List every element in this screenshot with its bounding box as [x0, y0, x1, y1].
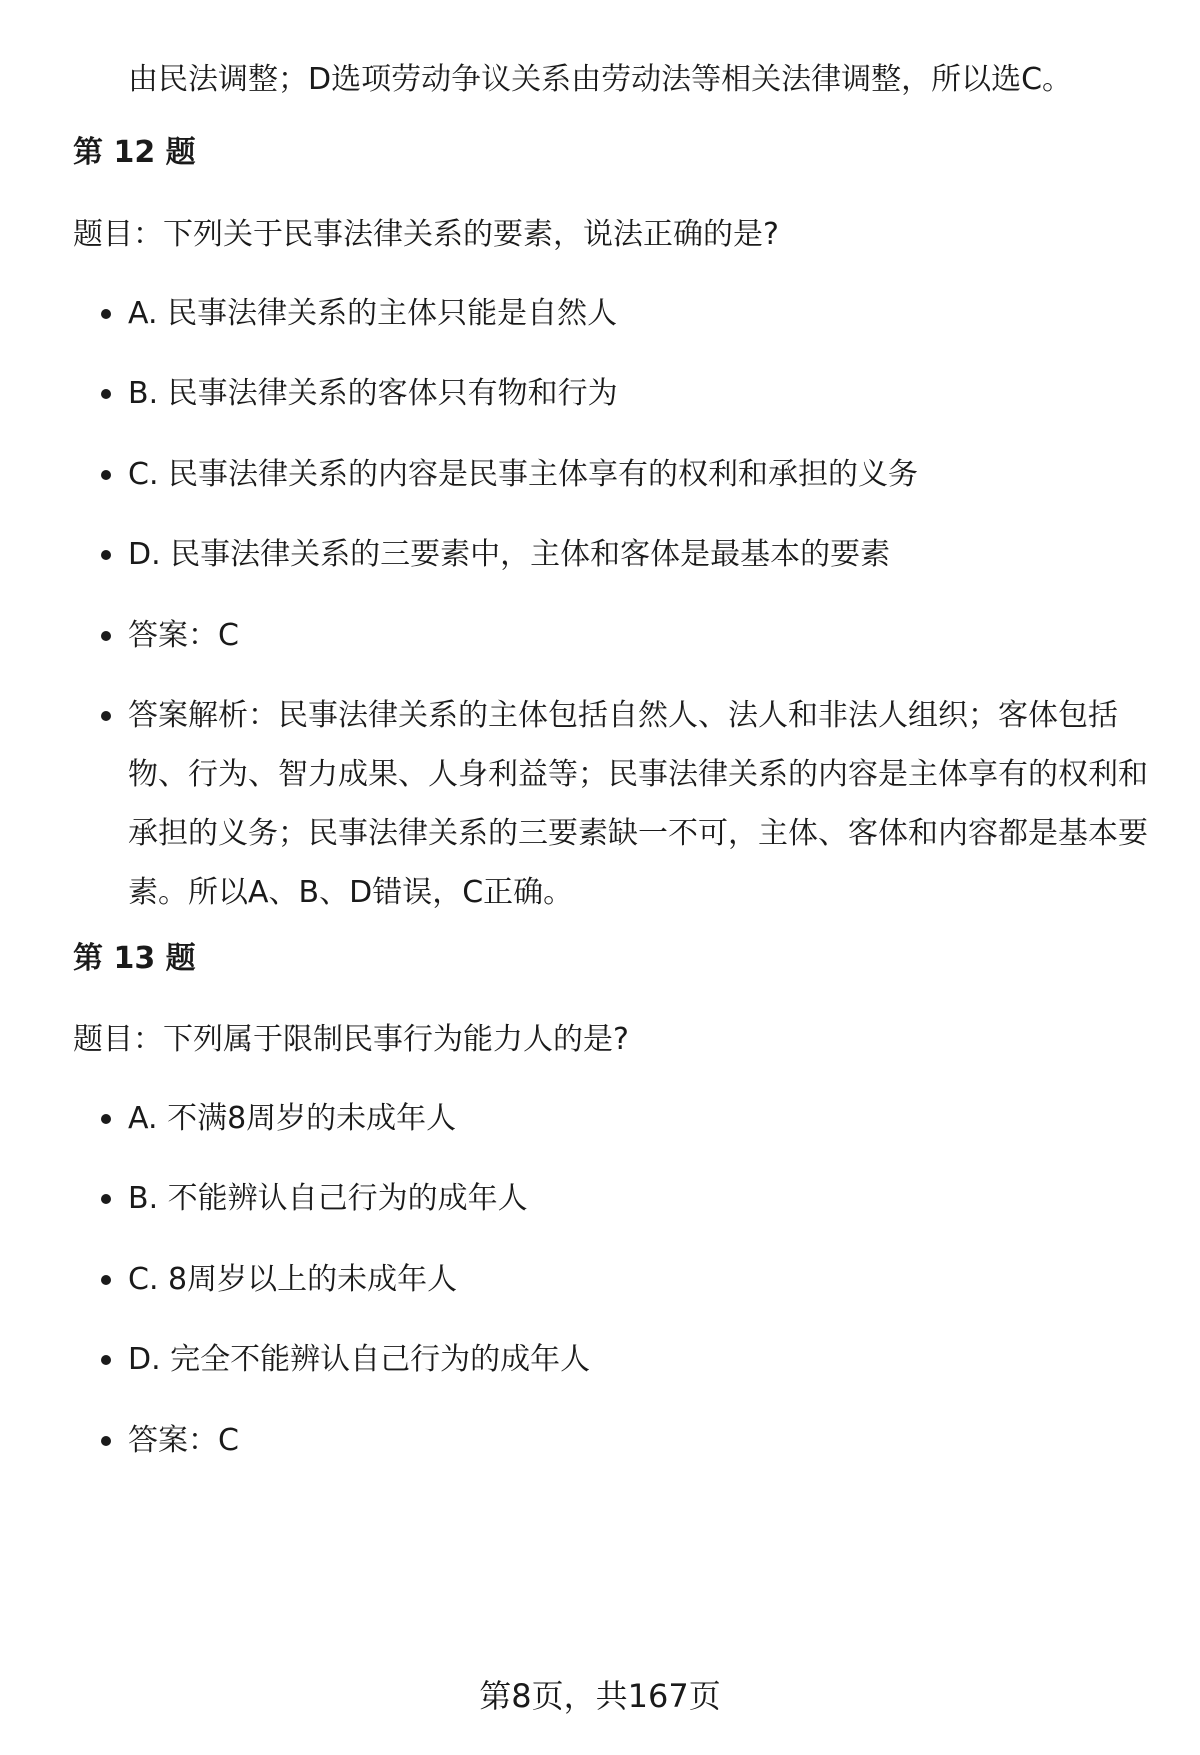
- answer-text: 答案：C: [128, 1423, 239, 1458]
- question-13-stem: 题目：下列属于限制民事行为能力人的是?: [73, 1022, 629, 1057]
- option-text: A. 民事法律关系的主体只能是自然人: [128, 296, 618, 331]
- question-12-stem: 题目：下列关于民事法律关系的要素，说法正确的是?: [73, 217, 779, 252]
- question-13-option-c: [128, 1250, 1148, 1309]
- explanation-text: 答案解析：民事法律关系的主体包括自然人、法人和非法人组织；客体包括物、行为、智力成果、人身利益等；民事法律关系的内容是主体享有的权利和承担的义务；民事法律关系的三要素缺一不可，主体、客体和内容都是基本要素。所以A、B、D错误，C正确。: [128, 698, 1148, 910]
- answer-text: 答案：C: [128, 618, 239, 653]
- option-text: D. 完全不能辨认自己行为的成年人: [128, 1342, 591, 1377]
- question-12-option-b: [128, 364, 1148, 423]
- bullet-icon: [101, 1355, 111, 1365]
- option-text: D. 民事法律关系的三要素中，主体和客体是最基本的要素: [128, 537, 891, 572]
- bullet-icon: [101, 711, 111, 721]
- question-13-heading: 第 13 题: [73, 941, 196, 976]
- option-text: C. 8周岁以上的未成年人: [128, 1262, 458, 1297]
- question-12-heading: 第 12 题: [73, 135, 196, 170]
- bullet-icon: [101, 1194, 111, 1204]
- question-13-answer: [128, 1411, 1148, 1470]
- question-12-answer: [128, 606, 1148, 665]
- question-13-option-a: [128, 1089, 1148, 1148]
- bullet-icon: [101, 309, 111, 319]
- option-text: B. 民事法律关系的客体只有物和行为: [128, 376, 618, 411]
- bullet-icon: [101, 550, 111, 560]
- carryover-paragraph: 由民法调整；D选项劳动争议关系由劳动法等相关法律调整，所以选C。: [128, 62, 1073, 97]
- bullet-icon: [101, 1436, 111, 1446]
- option-text: C. 民事法律关系的内容是民事主体享有的权利和承担的义务: [128, 457, 919, 492]
- question-13-option-b: [128, 1169, 1148, 1228]
- bullet-icon: [101, 1275, 111, 1285]
- question-13-option-d: [128, 1330, 1148, 1389]
- question-12-option-c: [128, 445, 1148, 504]
- question-12-option-a: [128, 284, 1148, 343]
- option-text: B. 不能辨认自己行为的成年人: [128, 1181, 528, 1216]
- question-12-option-d: [128, 525, 1148, 584]
- bullet-icon: [101, 470, 111, 480]
- bullet-icon: [101, 1114, 111, 1124]
- question-12-explanation: [128, 686, 1148, 922]
- option-text: A. 不满8周岁的未成年人: [128, 1101, 457, 1136]
- bullet-icon: [101, 389, 111, 399]
- page-number-footer: 第8页，共167页: [479, 1677, 721, 1715]
- bullet-icon: [101, 631, 111, 641]
